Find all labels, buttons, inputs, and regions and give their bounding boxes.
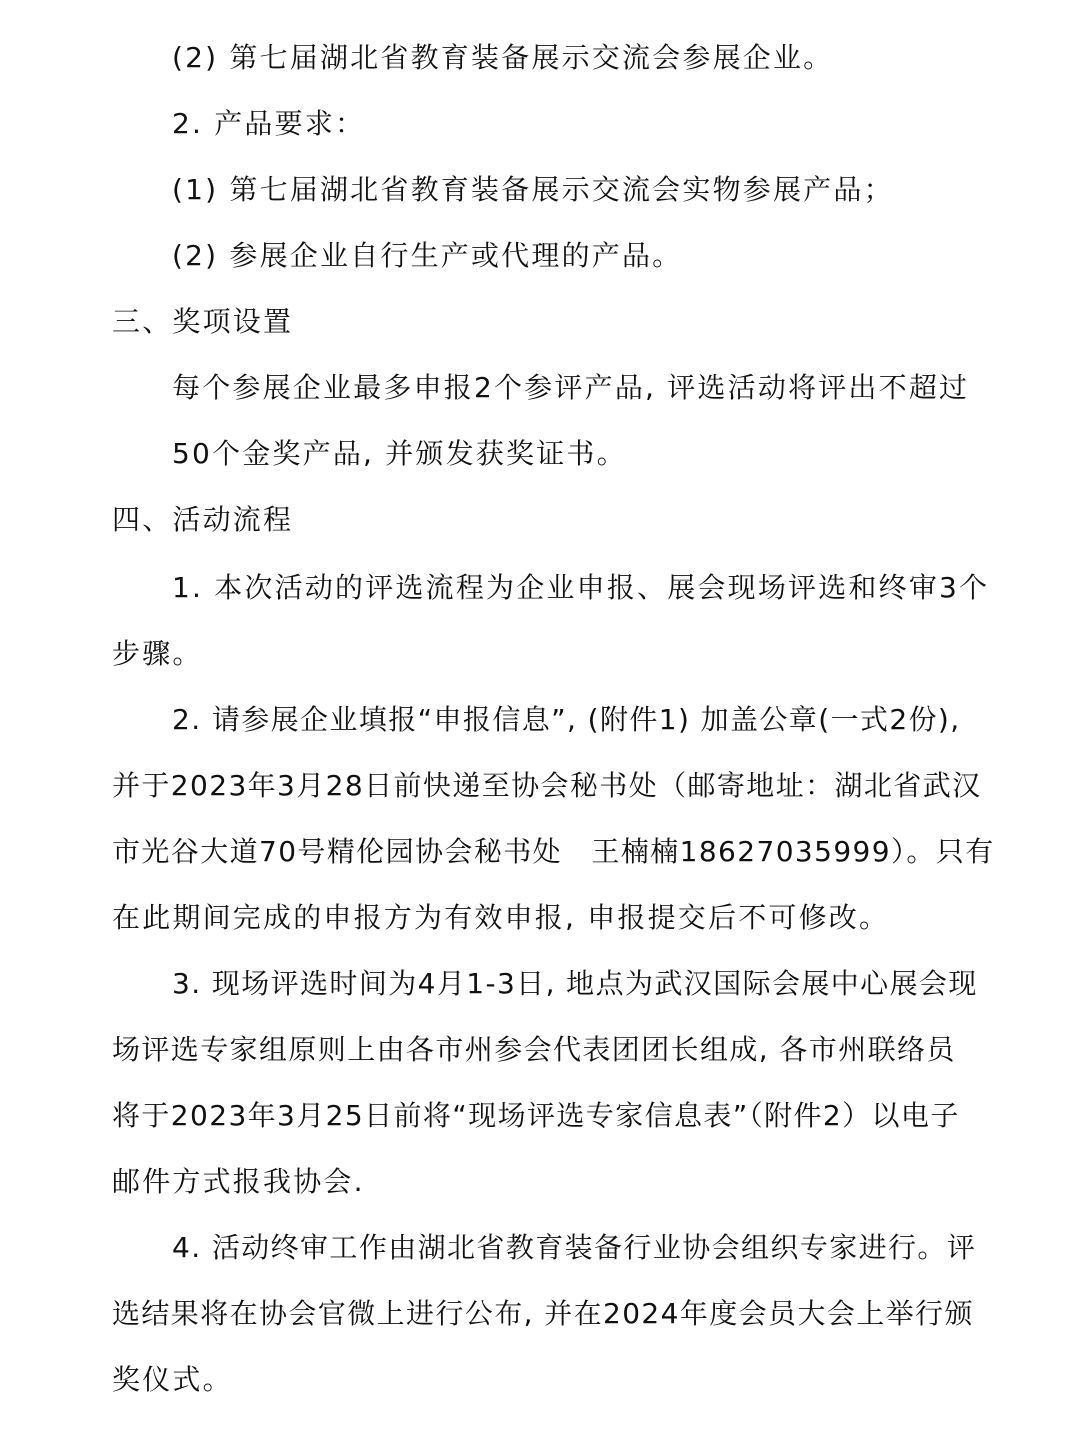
- text-line: 50个金奖产品, 并颁发获奖证书。: [172, 437, 627, 470]
- text-line: 3. 现场评选时间为4月1-3日, 地点为武汉国际会展中心展会现: [172, 967, 978, 1000]
- text-line: 4. 活动终审工作由湖北省教育装备行业协会组织专家进行。评: [172, 1231, 977, 1264]
- text-line: 场评选专家组原则上由各市州参会代表团团长组成, 各市州联络员: [112, 1033, 956, 1066]
- text-line: (2) 第七届湖北省教育装备展示交流会参展企业。: [172, 41, 834, 74]
- text-line: 每个参展企业最多申报2个参评产品, 评选活动将评出不超过: [172, 371, 970, 404]
- text-line: 步骤。: [112, 637, 203, 670]
- text-line: 在此期间完成的申报方为有效申报, 申报提交后不可修改。: [112, 901, 890, 934]
- text-line: 将于2023年3月25日前将“现场评选专家信息表”（附件2）以电子: [112, 1099, 960, 1132]
- text-line: (2) 参展企业自行生产或代理的产品。: [172, 239, 683, 272]
- text-line: 奖仪式。: [112, 1363, 233, 1396]
- text-line: 并于2023年3月28日前快递至协会秘书处（邮寄地址：湖北省武汉: [112, 769, 982, 802]
- text-line: 1. 本次活动的评选流程为企业申报、展会现场评选和终审3个: [172, 571, 990, 604]
- text-line: (1) 第七届湖北省教育装备展示交流会实物参展产品；: [172, 173, 894, 206]
- text-line: 市光谷大道70号精伦园协会秘书处 王楠楠18627035999）。只有: [112, 835, 995, 868]
- text-line: 邮件方式报我协会.: [112, 1165, 365, 1198]
- section-heading: 三、奖项设置: [112, 305, 294, 338]
- text-line: 2. 产品要求：: [172, 107, 366, 140]
- text-line: 2. 请参展企业填报“申报信息”, (附件1) 加盖公章(一式2份),: [172, 703, 961, 736]
- section-heading: 四、活动流程: [112, 503, 294, 536]
- text-line: 选结果将在协会官微上进行公布, 并在2024年度会员大会上举行颁: [112, 1297, 974, 1330]
